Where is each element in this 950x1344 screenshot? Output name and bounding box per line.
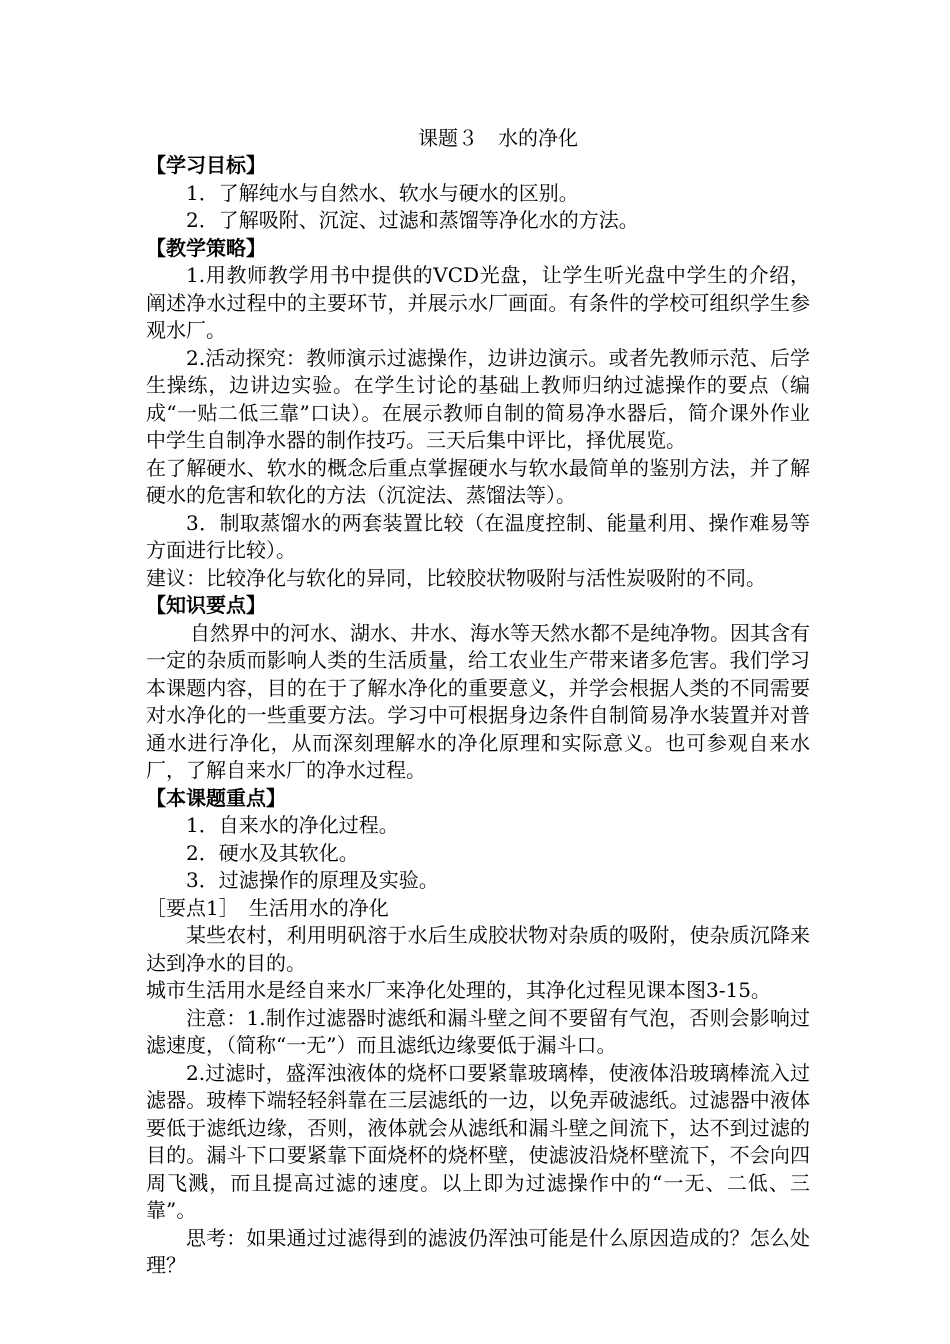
heading-focus: 【本课题重点】	[146, 785, 286, 810]
page-title: 课题３ 水的净化	[418, 126, 578, 150]
document-body	[146, 124, 810, 1280]
point1-note: 2.过滤时，盛浑浊液体的烧杯口要紧靠玻璃棒，使液体沿玻璃棒流入过滤器。玻棒下端轻轻斜靠在三层滤纸的一边，以免弄破滤纸。过滤器中液体要低于滤纸边缘，否则，液体就会从滤纸和漏斗壁之间流下，达不到过滤的目的。漏斗下口要紧靠下面烧杯的烧杯壁，使滤波沿烧杯壁流下，不会向四周飞溅，而且提高过滤的速度。以上即为过滤操作中的“一无、二低、三靠”。	[146, 1060, 810, 1222]
objective-item: 1．了解纯水与自然水、软水与硬水的区别。	[186, 180, 579, 205]
point1-paragraph: 某些农村，利用明矾溶于水后生成胶状物对杂质的吸附，使杂质沉降来达到净水的目的。	[146, 923, 810, 975]
strategy-suggestion: 建议：比较净化与软化的异同，比较胶状物吸附与活性炭吸附的不同。	[146, 565, 766, 590]
point1-note: 注意：1.制作过滤器时滤纸和漏斗壁之间不要留有气泡，否则会影响过滤速度，（简称“一无”）而且滤纸边缘要低于漏斗口。	[146, 1005, 810, 1057]
strategy-paragraph: 1.用教师教学用书中提供的VCD光盘，让学生听光盘中学生的介绍，阐述净水过程中的主要环节，并展示水厂画面。有条件的学校可组织学生参观水厂。	[146, 263, 810, 342]
focus-item: 1．自来水的净化过程。	[186, 813, 399, 837]
focus-item: 3．过滤操作的原理及实验。	[186, 868, 439, 892]
focus-item: 2．硬水及其软化。	[186, 840, 359, 865]
heading-knowledge: 【知识要点】	[146, 593, 266, 617]
heading-objectives: 【学习目标】	[146, 153, 266, 177]
strategy-paragraph: 在了解硬水、软水的概念后重点掌握硬水与软水最简单的鉴别方法，并了解硬水的危害和软化的方法（沉淀法、蒸馏法等）。	[146, 455, 810, 507]
objective-item: 2．了解吸附、沉淀、过滤和蒸馏等净化水的方法。	[186, 208, 639, 232]
point1-question: 思考：如果通过过滤得到的滤波仍浑浊可能是什么原因造成的？怎么处理？	[146, 1225, 810, 1277]
knowledge-paragraph: 自然界中的河水、湖水、井水、海水等天然水都不是纯净物。因其含有一定的杂质而影响人类的生活质量，给工农业生产带来诸多危害。我们学习本课题内容，目的在于了解水净化的重要意义，并学会根据人类的不同需要对水净化的一些重要方法。学习中可根据身边条件自制简易净水装置并对普通水进行净化，从而深刻理解水的净化原理和实际意义。也可参观自来水厂，了解自来水厂的净水过程。	[146, 620, 810, 782]
strategy-paragraph: 3．制取蒸馏水的两套装置比较（在温度控制、能量利用、操作难易等方面进行比较）。	[146, 510, 810, 562]
heading-point1: ［要点1］ 生活用水的净化	[146, 895, 389, 920]
point1-paragraph: 城市生活用水是经自来水厂来净化处理的，其净化过程见课本图3-15。	[146, 978, 771, 1002]
strategy-paragraph: 2.活动探究：教师演示过滤操作，边讲边演示。或者先教师示范、后学生操练，边讲边实验。在学生讨论的基础上教师归纳过滤操作的要点（编成“一贴二低三靠”口诀）。在展示教师自制的简易净水器后，简介课外作业中学生自制净水器的制作技巧。三天后集中评比，择优展览。	[146, 345, 810, 452]
heading-strategy: 【教学策略】	[146, 235, 266, 260]
